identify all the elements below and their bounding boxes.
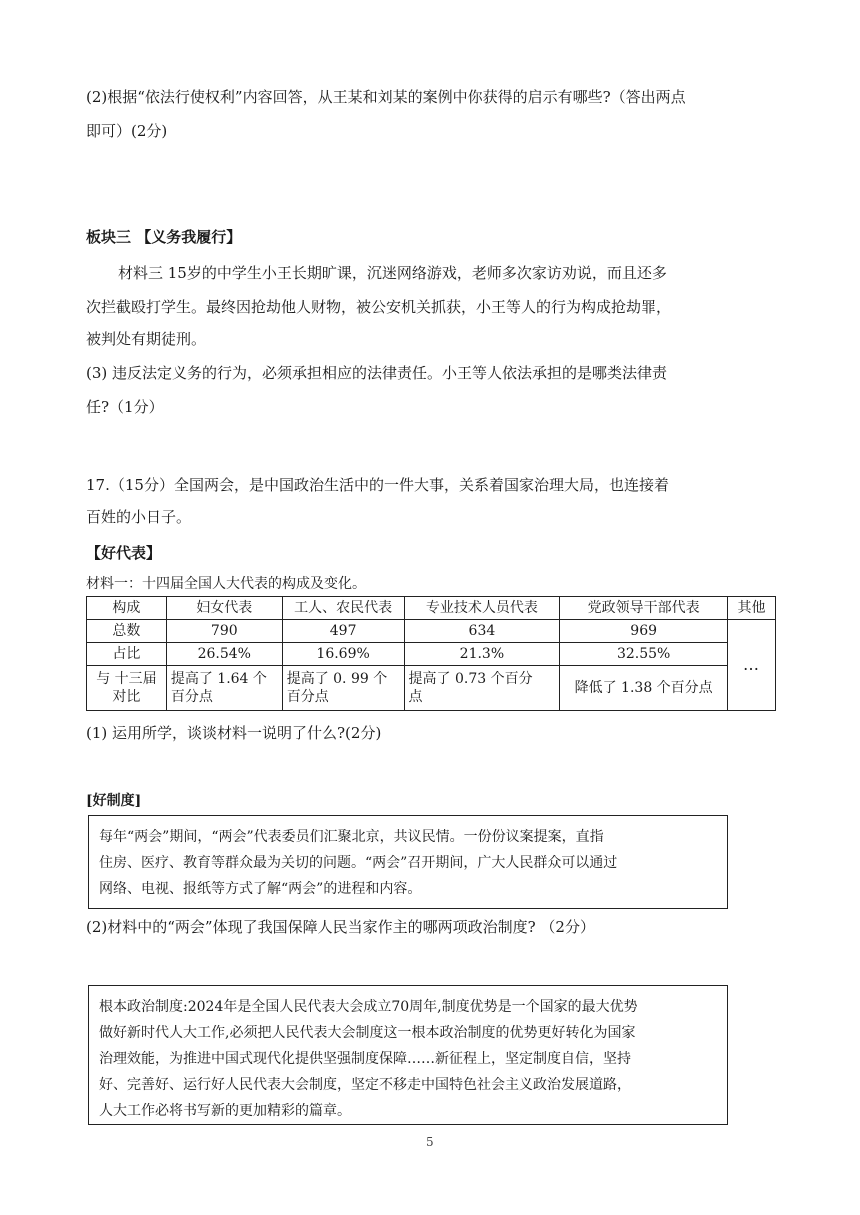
fundamental-box-line: 人大工作必将书写新的更加精彩的篇章。	[99, 1103, 351, 1119]
two-sessions-material-box	[88, 815, 728, 909]
table-cell: 790	[166, 620, 282, 643]
table-row-label: 总数	[87, 620, 167, 643]
table-cell: 降低了 1.38 个百分点	[560, 666, 728, 711]
material3-line3: 被判处有期徒刑。	[86, 330, 207, 348]
material1-title: 材料一：十四届全国人大代表的构成及变化。	[86, 576, 366, 592]
table-header: 党政领导干部代表	[560, 597, 728, 620]
fundamental-box-line: 根本政治制度:2024年是全国人民代表大会成立70周年,制度优势是一个国家的最大优势	[99, 999, 638, 1015]
fundamental-box-line: 治理效能，为推进中国式现代化提供坚强制度保障……新征程上，坚定制度自信，坚持	[99, 1051, 631, 1067]
question-17-line1: 17.（15分）全国两会，是中国政治生活中的一件大事，关系着国家治理大局，也连接着	[86, 476, 669, 494]
material-box-line: 住房、医疗、教育等群众最为关切的问题。“两会”召开期间，广大人民群众可以通过	[99, 855, 618, 871]
page-number: 5	[426, 1135, 434, 1149]
table-cell: 497	[282, 620, 404, 643]
table-cell: 提高了 0.73 个百分 点	[404, 666, 560, 711]
table-cell: 提高了 0. 99 个 百分点	[282, 666, 404, 711]
fundamental-box-line: 做好新时代人大工作,必须把人民代表大会制度这一根本政治制度的优势更好转化为国家	[99, 1025, 636, 1041]
table-row-totals	[87, 620, 776, 643]
material-box-line: 网络、电视、报纸等方式了解“两会”的进程和内容。	[99, 881, 422, 897]
question-2-rights-line2: 即可）(2分)	[86, 122, 168, 140]
table-header: 妇女代表	[166, 597, 282, 620]
table-cell: 32.55%	[560, 643, 728, 666]
table-row-label: 与 十三届 对比	[87, 666, 167, 711]
question-3-line1: (3) 违反法定义务的行为，必须承担相应的法律责任。小王等人依法承担的是哪类法律责	[86, 364, 668, 382]
table-row-label: 占比	[87, 643, 167, 666]
good-rep-heading: 【好代表】	[86, 544, 162, 562]
table-header: 工人、农民代表	[282, 597, 404, 620]
good-rep-question-1: (1) 运用所学，谈谈材料一说明了什么?(2分)	[86, 724, 382, 742]
fundamental-system-box	[88, 985, 728, 1125]
table-cell: 21.3%	[404, 643, 560, 666]
material3-line2: 次拦截殴打学生。最终因抢劫他人财物，被公安机关抓获，小王等人的行为构成抢劫罪，	[86, 298, 672, 316]
table-cell: 26.54%	[166, 643, 282, 666]
table-header: 其他	[728, 597, 776, 620]
fundamental-box-line: 好、完善好、运行好人民代表大会制度，坚定不移走中国特色社会主义政治发展道路，	[99, 1077, 631, 1093]
material3-line1: 材料三 15岁的中学生小王长期旷课，沉迷网络游戏，老师多次家访劝说，而且还多	[118, 264, 667, 282]
table-cell: 提高了 1.64 个 百分点	[166, 666, 282, 711]
table-header-row	[87, 597, 776, 620]
deputies-composition-table	[86, 596, 776, 711]
block3-heading: 板块三 【义务我履行】	[86, 228, 242, 246]
question-17-line2: 百姓的小日子。	[86, 508, 192, 526]
table-row-changes	[87, 666, 776, 711]
table-row-ratios	[87, 643, 776, 666]
table-cell: 16.69%	[282, 643, 404, 666]
table-cell: 634	[404, 620, 560, 643]
table-cell-other: …	[728, 620, 776, 711]
good-system-heading: [好制度]	[86, 793, 142, 809]
table-header: 构成	[87, 597, 167, 620]
material-box-line: 每年“两会”期间，“两会”代表委员们汇聚北京，共议民情。一份份议案提案，直指	[99, 829, 604, 845]
table-header: 专业技术人员代表	[404, 597, 560, 620]
table-cell: 969	[560, 620, 728, 643]
question-3-line2: 任?（1分）	[86, 398, 164, 416]
good-system-question-2: (2)材料中的“两会”体现了我国保障人民当家作主的哪两项政治制度? （2分）	[86, 918, 595, 936]
question-2-rights-line1: (2)根据“依法行使权利”内容回答，从王某和刘某的案例中你获得的启示有哪些?（答出两点	[86, 88, 686, 106]
